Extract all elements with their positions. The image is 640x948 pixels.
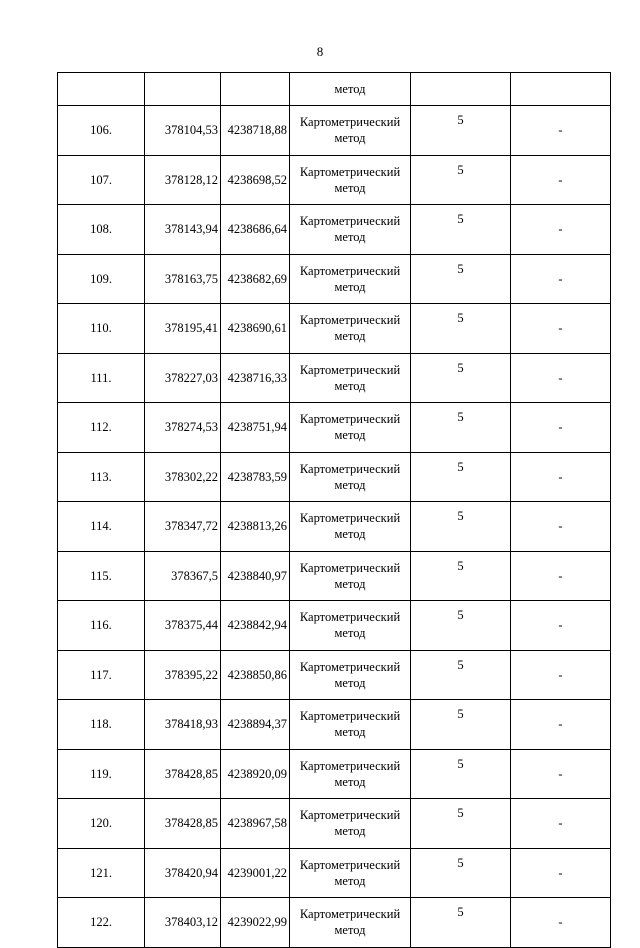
point-number-cell: 107.	[58, 155, 145, 205]
accuracy-cell: 5	[411, 254, 511, 304]
accuracy-cell: 5	[411, 353, 511, 403]
accuracy-cell: 5	[411, 502, 511, 552]
x-coordinate-cell: 378347,72	[145, 502, 221, 552]
x-coordinate-cell: 378195,41	[145, 304, 221, 354]
table-row	[58, 650, 611, 700]
method-line-1: Картометрический	[299, 362, 401, 377]
method-line-1: Картометрический	[299, 857, 401, 872]
continuation-num-cell	[58, 73, 145, 106]
point-number-cell: 115.	[58, 551, 145, 601]
point-number-cell: 111.	[58, 353, 145, 403]
point-number-cell: 110.	[58, 304, 145, 354]
table-row	[58, 700, 611, 750]
note-cell: -	[511, 155, 611, 205]
method-line-1: Картометрический	[299, 164, 401, 179]
method-line-1: Картометрический	[299, 511, 401, 526]
method-line-1: Картометрический	[299, 709, 401, 724]
note-cell: -	[511, 650, 611, 700]
note-cell: -	[511, 700, 611, 750]
accuracy-cell: 5	[411, 601, 511, 651]
point-number-cell: 109.	[58, 254, 145, 304]
method-line-1: Картометрический	[299, 461, 401, 476]
accuracy-cell: 5	[411, 749, 511, 799]
x-coordinate-cell: 378367,5	[145, 551, 221, 601]
method-line-2: метод	[334, 180, 366, 195]
note-cell: -	[511, 551, 611, 601]
table-row	[58, 106, 611, 156]
method-line-2: метод	[334, 576, 366, 591]
accuracy-cell: 5	[411, 106, 511, 156]
table-row	[58, 551, 611, 601]
method-cell	[290, 799, 411, 849]
continuation-method-cell: метод	[290, 73, 411, 106]
method-line-1: Картометрический	[299, 659, 401, 674]
coordinates-table	[57, 72, 611, 948]
method-line-1: Картометрический	[299, 263, 401, 278]
accuracy-cell: 5	[411, 205, 511, 255]
note-cell: -	[511, 502, 611, 552]
point-number-cell: 119.	[58, 749, 145, 799]
y-coordinate-cell: 4238967,58	[221, 799, 290, 849]
y-coordinate-cell: 4238783,59	[221, 452, 290, 502]
table-body	[58, 73, 611, 948]
method-line-1: Картометрический	[299, 808, 401, 823]
point-number-cell: 117.	[58, 650, 145, 700]
method-cell	[290, 551, 411, 601]
accuracy-cell: 5	[411, 403, 511, 453]
point-number-cell: 114.	[58, 502, 145, 552]
method-line-2: метод	[334, 527, 366, 542]
accuracy-cell: 5	[411, 304, 511, 354]
note-cell: -	[511, 799, 611, 849]
method-cell	[290, 601, 411, 651]
point-number-cell: 118.	[58, 700, 145, 750]
method-line-2: метод	[334, 477, 366, 492]
note-cell: -	[511, 353, 611, 403]
table-row	[58, 205, 611, 255]
y-coordinate-cell: 4238751,94	[221, 403, 290, 453]
y-coordinate-cell: 4238690,61	[221, 304, 290, 354]
y-coordinate-cell: 4238716,33	[221, 353, 290, 403]
method-line-2: метод	[334, 725, 366, 740]
method-line-2: метод	[334, 279, 366, 294]
point-number-cell: 108.	[58, 205, 145, 255]
method-cell	[290, 848, 411, 898]
method-line-2: метод	[334, 774, 366, 789]
x-coordinate-cell: 378302,22	[145, 452, 221, 502]
method-cell	[290, 155, 411, 205]
x-coordinate-cell: 378274,53	[145, 403, 221, 453]
y-coordinate-cell: 4238682,69	[221, 254, 290, 304]
table-row	[58, 452, 611, 502]
method-cell	[290, 403, 411, 453]
note-cell: -	[511, 403, 611, 453]
method-line-2: метод	[334, 675, 366, 690]
method-cell	[290, 353, 411, 403]
y-coordinate-cell: 4238894,37	[221, 700, 290, 750]
accuracy-cell: 5	[411, 898, 511, 948]
method-cell	[290, 749, 411, 799]
method-line-1: Картометрический	[299, 560, 401, 575]
accuracy-cell: 5	[411, 452, 511, 502]
continuation-x-cell	[145, 73, 221, 106]
accuracy-cell: 5	[411, 155, 511, 205]
y-coordinate-cell: 4238686,64	[221, 205, 290, 255]
x-coordinate-cell: 378418,93	[145, 700, 221, 750]
table-row	[58, 304, 611, 354]
note-cell: -	[511, 898, 611, 948]
x-coordinate-cell: 378420,94	[145, 848, 221, 898]
point-number-cell: 116.	[58, 601, 145, 651]
x-coordinate-cell: 378143,94	[145, 205, 221, 255]
accuracy-cell: 5	[411, 700, 511, 750]
method-cell	[290, 700, 411, 750]
method-line-1: Картометрический	[299, 758, 401, 773]
x-coordinate-cell: 378428,85	[145, 749, 221, 799]
x-coordinate-cell: 378128,12	[145, 155, 221, 205]
y-coordinate-cell: 4238718,88	[221, 106, 290, 156]
method-cell	[290, 254, 411, 304]
table-row	[58, 353, 611, 403]
method-cell	[290, 650, 411, 700]
continuation-accuracy-cell	[411, 73, 511, 106]
method-line-1: Картометрический	[299, 115, 401, 130]
table-row	[58, 403, 611, 453]
method-line-2: метод	[334, 824, 366, 839]
x-coordinate-cell: 378375,44	[145, 601, 221, 651]
note-cell: -	[511, 304, 611, 354]
accuracy-cell: 5	[411, 650, 511, 700]
continuation-note-cell	[511, 73, 611, 106]
y-coordinate-cell: 4238850,86	[221, 650, 290, 700]
page-number: 8	[316, 44, 324, 59]
continuation-row	[58, 73, 611, 106]
method-cell	[290, 106, 411, 156]
point-number-cell: 120.	[58, 799, 145, 849]
continuation-y-cell	[221, 73, 290, 106]
accuracy-cell: 5	[411, 799, 511, 849]
note-cell: -	[511, 749, 611, 799]
y-coordinate-cell: 4238698,52	[221, 155, 290, 205]
x-coordinate-cell: 378428,85	[145, 799, 221, 849]
method-cell	[290, 304, 411, 354]
note-cell: -	[511, 254, 611, 304]
x-coordinate-cell: 378104,53	[145, 106, 221, 156]
table-row	[58, 848, 611, 898]
table-row	[58, 799, 611, 849]
note-cell: -	[511, 601, 611, 651]
method-line-2: метод	[334, 873, 366, 888]
method-cell	[290, 205, 411, 255]
method-line-2: метод	[334, 230, 366, 245]
point-number-cell: 121.	[58, 848, 145, 898]
y-coordinate-cell: 4238813,26	[221, 502, 290, 552]
note-cell: -	[511, 452, 611, 502]
accuracy-cell: 5	[411, 551, 511, 601]
point-number-cell: 122.	[58, 898, 145, 948]
accuracy-cell: 5	[411, 848, 511, 898]
x-coordinate-cell: 378163,75	[145, 254, 221, 304]
point-number-cell: 113.	[58, 452, 145, 502]
method-line-2: метод	[334, 626, 366, 641]
x-coordinate-cell: 378395,22	[145, 650, 221, 700]
x-coordinate-cell: 378227,03	[145, 353, 221, 403]
method-line-1: Картометрический	[299, 313, 401, 328]
note-cell: -	[511, 106, 611, 156]
y-coordinate-cell: 4239001,22	[221, 848, 290, 898]
x-coordinate-cell: 378403,12	[145, 898, 221, 948]
y-coordinate-cell: 4239022,99	[221, 898, 290, 948]
table-row	[58, 155, 611, 205]
table-row	[58, 502, 611, 552]
method-line-2: метод	[334, 329, 366, 344]
method-line-2: метод	[334, 131, 366, 146]
method-line-2: метод	[334, 923, 366, 938]
y-coordinate-cell: 4238920,09	[221, 749, 290, 799]
table-row	[58, 749, 611, 799]
table-row	[58, 601, 611, 651]
note-cell: -	[511, 205, 611, 255]
y-coordinate-cell: 4238840,97	[221, 551, 290, 601]
method-cell	[290, 502, 411, 552]
method-cell	[290, 452, 411, 502]
y-coordinate-cell: 4238842,94	[221, 601, 290, 651]
method-line-1: Картометрический	[299, 907, 401, 922]
point-number-cell: 106.	[58, 106, 145, 156]
point-number-cell: 112.	[58, 403, 145, 453]
method-line-1: Картометрический	[299, 412, 401, 427]
method-line-2: метод	[334, 428, 366, 443]
method-line-1: Картометрический	[299, 214, 401, 229]
table-row	[58, 254, 611, 304]
method-line-2: метод	[334, 378, 366, 393]
note-cell: -	[511, 848, 611, 898]
method-line-1: Картометрический	[299, 610, 401, 625]
